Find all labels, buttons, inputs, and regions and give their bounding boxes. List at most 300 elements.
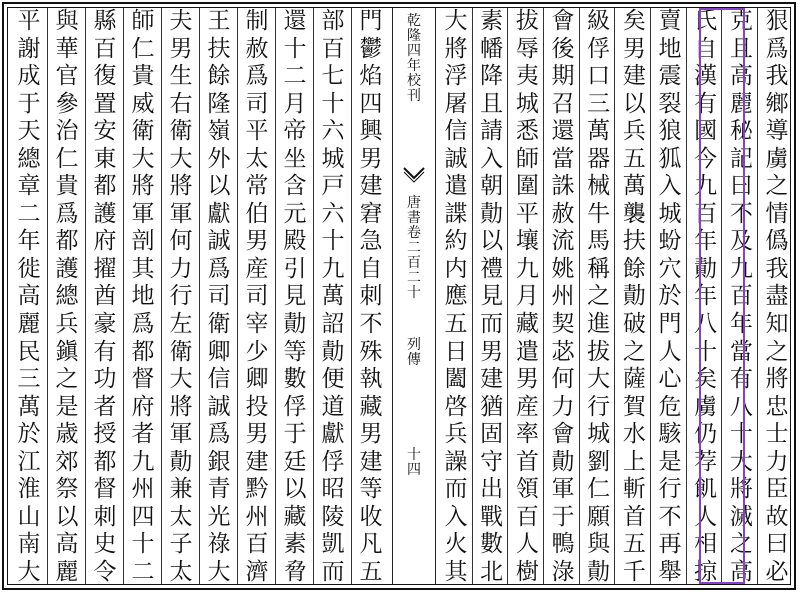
glyph: 軍 <box>169 200 193 227</box>
glyph: 總 <box>17 145 41 172</box>
glyph: 當 <box>551 145 575 172</box>
glyph: 今 <box>694 145 718 172</box>
glyph: 者 <box>131 421 155 448</box>
glyph: 治 <box>55 118 79 145</box>
glyph: 闔 <box>444 366 468 393</box>
glyph: 十 <box>321 228 345 255</box>
glyph: 九 <box>729 255 753 282</box>
glyph: 信 <box>444 118 468 145</box>
glyph: 軍 <box>169 421 193 448</box>
glyph: 辱 <box>515 35 539 62</box>
glyph: 自 <box>359 255 383 282</box>
center-glyph: 十 <box>407 447 421 463</box>
glyph: 月 <box>283 90 307 117</box>
glyph: 上 <box>622 448 646 475</box>
glyph: 廷 <box>283 448 307 475</box>
glyph: 其 <box>444 558 468 585</box>
glyph: 守 <box>480 448 504 475</box>
glyph: 府 <box>93 228 117 255</box>
glyph: 之 <box>729 531 753 558</box>
glyph: 勣 <box>480 200 504 227</box>
glyph: 而 <box>444 476 468 503</box>
glyph: 知 <box>765 311 789 338</box>
glyph: 師 <box>515 145 539 172</box>
center-glyph: 傳 <box>407 352 421 368</box>
glyph: 興 <box>359 118 383 145</box>
glyph: 陵 <box>321 503 345 530</box>
edition-label <box>393 14 435 104</box>
center-glyph: 唐 <box>407 195 421 211</box>
glyph: 南 <box>17 531 41 558</box>
glyph: 脅 <box>283 558 307 585</box>
glyph: 勣 <box>622 283 646 310</box>
glyph: 有 <box>93 338 117 365</box>
glyph: 進 <box>587 311 611 338</box>
glyph: 十 <box>694 338 718 365</box>
glyph: 華 <box>55 35 79 62</box>
glyph: 大 <box>17 558 41 585</box>
glyph: 高 <box>729 63 753 90</box>
glyph: 爲 <box>245 63 269 90</box>
glyph: 九 <box>694 173 718 200</box>
glyph: 行 <box>169 283 193 310</box>
center-glyph: 四 <box>407 462 421 478</box>
glyph: 江 <box>17 448 41 475</box>
glyph: 約 <box>444 228 468 255</box>
glyph: 必 <box>765 558 789 585</box>
glyph: 人 <box>658 338 682 365</box>
text-column <box>200 10 238 584</box>
glyph: 謝 <box>17 35 41 62</box>
text-column <box>124 10 162 584</box>
glyph: 年 <box>729 311 753 338</box>
glyph: 高 <box>17 283 41 310</box>
glyph: 青 <box>207 476 231 503</box>
glyph: 首 <box>515 448 539 475</box>
glyph: 素 <box>480 8 504 34</box>
glyph: 等 <box>283 338 307 365</box>
glyph: 藏 <box>283 503 307 530</box>
glyph: 建 <box>245 448 269 475</box>
text-column <box>651 10 689 584</box>
glyph: 舉 <box>658 558 682 585</box>
glyph: 我 <box>765 255 789 282</box>
glyph: 衛 <box>207 311 231 338</box>
glyph: 平 <box>245 118 269 145</box>
glyph: 械 <box>587 173 611 200</box>
glyph: 軍 <box>131 200 155 227</box>
glyph: 伯 <box>245 200 269 227</box>
glyph: 城 <box>587 421 611 448</box>
center-glyph: 四 <box>407 43 421 59</box>
glyph: 人 <box>694 503 718 530</box>
glyph: 徙 <box>17 255 41 282</box>
glyph: 威 <box>131 90 155 117</box>
glyph: 我 <box>765 63 789 90</box>
glyph: 以 <box>207 173 231 200</box>
glyph: 臣 <box>765 476 789 503</box>
text-column <box>508 10 546 584</box>
center-glyph: 二 <box>407 240 421 256</box>
glyph: 其 <box>131 255 155 282</box>
glyph: 司 <box>245 283 269 310</box>
glyph: 窘 <box>359 200 383 227</box>
glyph: 勣 <box>169 448 193 475</box>
glyph: 百 <box>515 503 539 530</box>
glyph: 牛 <box>587 200 611 227</box>
glyph: 秘 <box>729 118 753 145</box>
glyph: 期 <box>551 63 575 90</box>
glyph: 狼 <box>658 118 682 145</box>
glyph: 男 <box>245 228 269 255</box>
glyph: 將 <box>131 173 155 200</box>
glyph: 月 <box>515 283 539 310</box>
glyph: 王 <box>207 8 231 34</box>
glyph: 萬 <box>587 118 611 145</box>
glyph: 部 <box>321 8 345 34</box>
glyph: 仁 <box>587 476 611 503</box>
glyph: 年 <box>694 283 718 310</box>
glyph: 見 <box>283 283 307 310</box>
glyph: 授 <box>93 421 117 448</box>
glyph: 兵 <box>622 118 646 145</box>
glyph: 仁 <box>131 35 155 62</box>
glyph: 遣 <box>515 338 539 365</box>
glyph: 滅 <box>729 503 753 530</box>
text-column <box>580 10 618 584</box>
glyph: 獻 <box>321 421 345 448</box>
glyph: 遣 <box>444 173 468 200</box>
glyph: 萬 <box>321 283 345 310</box>
glyph: 黔 <box>245 476 269 503</box>
text-column <box>352 10 390 584</box>
glyph: 穴 <box>658 255 682 282</box>
glyph: 會 <box>551 421 575 448</box>
glyph: 矣 <box>694 366 718 393</box>
glyph: 督 <box>93 476 117 503</box>
glyph: 鴨 <box>551 531 575 558</box>
glyph: 九 <box>321 255 345 282</box>
glyph: 之 <box>622 338 646 365</box>
glyph: 之 <box>765 173 789 200</box>
glyph: 少 <box>245 338 269 365</box>
glyph: 流 <box>551 228 575 255</box>
glyph: 將 <box>444 35 468 62</box>
glyph: 門 <box>658 311 682 338</box>
glyph: 城 <box>515 90 539 117</box>
glyph: 行 <box>587 393 611 420</box>
glyph: 之 <box>587 283 611 310</box>
glyph: 高 <box>729 558 753 585</box>
glyph: 僞 <box>765 228 789 255</box>
glyph: 且 <box>480 90 504 117</box>
glyph: 高 <box>55 531 79 558</box>
text-column <box>238 10 276 584</box>
glyph: 護 <box>55 255 79 282</box>
glyph: 狠 <box>765 8 789 34</box>
glyph: 嶺 <box>207 118 231 145</box>
glyph: 十 <box>321 90 345 117</box>
glyph: 七 <box>321 63 345 90</box>
glyph: 行 <box>658 476 682 503</box>
glyph: 男 <box>359 145 383 172</box>
glyph: 官 <box>55 63 79 90</box>
glyph: 大 <box>207 558 231 585</box>
glyph: 年 <box>694 228 718 255</box>
center-glyph: 刊 <box>407 88 421 104</box>
fish-tail-mark-icon <box>402 166 426 190</box>
glyph: 力 <box>169 255 193 282</box>
glyph: 銀 <box>207 448 231 475</box>
glyph: 勣 <box>283 311 307 338</box>
text-column <box>314 10 352 584</box>
glyph: 斬 <box>622 476 646 503</box>
glyph: 衛 <box>169 118 193 145</box>
glyph: 蚡 <box>658 228 682 255</box>
glyph: 虜 <box>694 393 718 420</box>
glyph: 凡 <box>359 531 383 558</box>
glyph: 國 <box>694 118 718 145</box>
glyph: 稱 <box>587 255 611 282</box>
glyph: 力 <box>551 393 575 420</box>
glyph: 朝 <box>480 173 504 200</box>
glyph: 勣 <box>694 255 718 282</box>
glyph: 圍 <box>515 173 539 200</box>
glyph: 浮 <box>444 63 468 90</box>
glyph: 入 <box>444 503 468 530</box>
glyph: 兵 <box>55 311 79 338</box>
glyph: 令 <box>93 558 117 585</box>
glyph: 狐 <box>658 145 682 172</box>
glyph: 男 <box>622 35 646 62</box>
glyph: 隆 <box>207 90 231 117</box>
glyph: 六 <box>321 200 345 227</box>
glyph: 忠 <box>765 393 789 420</box>
glyph: 成 <box>17 63 41 90</box>
glyph: 復 <box>93 63 117 90</box>
glyph: 三 <box>17 366 41 393</box>
glyph: 破 <box>622 311 646 338</box>
glyph: 請 <box>480 118 504 145</box>
text-column <box>276 10 314 584</box>
glyph: 急 <box>359 228 383 255</box>
glyph: 導 <box>765 118 789 145</box>
glyph: 千 <box>622 558 646 585</box>
glyph: 投 <box>245 393 269 420</box>
glyph: 建 <box>480 366 504 393</box>
glyph: 不 <box>658 503 682 530</box>
glyph: 淥 <box>551 558 575 585</box>
glyph: 三 <box>587 90 611 117</box>
glyph: 大 <box>729 448 753 475</box>
glyph: 卿 <box>245 366 269 393</box>
glyph: 章 <box>17 173 41 200</box>
glyph: 二 <box>283 63 307 90</box>
glyph: 帝 <box>283 118 307 145</box>
glyph: 夫 <box>169 8 193 34</box>
glyph: 將 <box>729 476 753 503</box>
glyph: 爲 <box>765 35 789 62</box>
glyph: 道 <box>321 393 345 420</box>
glyph: 城 <box>658 200 682 227</box>
glyph: 州 <box>551 283 575 310</box>
glyph: 率 <box>515 421 539 448</box>
glyph: 功 <box>93 366 117 393</box>
center-glyph: 隆 <box>407 28 421 44</box>
glyph: 危 <box>658 393 682 420</box>
glyph: 州 <box>131 476 155 503</box>
glyph: 自 <box>694 35 718 62</box>
text-column <box>162 10 200 584</box>
glyph: 城 <box>321 145 345 172</box>
glyph: 數 <box>283 366 307 393</box>
glyph: 産 <box>515 393 539 420</box>
glyph: 者 <box>93 393 117 420</box>
glyph: 天 <box>17 118 41 145</box>
glyph: 夷 <box>515 63 539 90</box>
glyph: 於 <box>17 421 41 448</box>
glyph: 願 <box>587 503 611 530</box>
glyph: 宰 <box>245 311 269 338</box>
glyph: 百 <box>93 35 117 62</box>
glyph: 裂 <box>658 90 682 117</box>
glyph: 執 <box>359 366 383 393</box>
glyph: 六 <box>321 118 345 145</box>
glyph: 仁 <box>55 145 79 172</box>
glyph: 左 <box>169 311 193 338</box>
glyph: 是 <box>658 448 682 475</box>
glyph: 産 <box>245 255 269 282</box>
glyph: 司 <box>207 283 231 310</box>
glyph: 北 <box>480 558 504 585</box>
glyph: 爲 <box>207 255 231 282</box>
glyph: 十 <box>729 421 753 448</box>
glyph: 降 <box>480 63 504 90</box>
glyph: 壤 <box>515 228 539 255</box>
center-glyph: 二 <box>407 270 421 286</box>
glyph: 心 <box>658 366 682 393</box>
glyph: 苾 <box>551 338 575 365</box>
glyph: 殊 <box>359 338 383 365</box>
center-glyph: 年 <box>407 58 421 74</box>
glyph: 會 <box>551 8 575 34</box>
glyph: 啓 <box>444 393 468 420</box>
glyph: 督 <box>131 366 155 393</box>
glyph: 貴 <box>131 63 155 90</box>
glyph: 便 <box>321 366 345 393</box>
glyph: 勣 <box>551 448 575 475</box>
glyph: 拔 <box>515 8 539 34</box>
glyph: 都 <box>55 228 79 255</box>
glyph: 建 <box>622 63 646 90</box>
glyph: 鎭 <box>55 338 79 365</box>
highlight-box <box>699 8 745 584</box>
glyph: 門 <box>359 8 383 34</box>
glyph: 見 <box>480 283 504 310</box>
glyph: 有 <box>694 90 718 117</box>
glyph: 餘 <box>207 63 231 90</box>
glyph: 譟 <box>444 448 468 475</box>
glyph: 仍 <box>694 421 718 448</box>
glyph: 于 <box>551 503 575 530</box>
glyph: 記 <box>729 145 753 172</box>
glyph: 還 <box>551 118 575 145</box>
glyph: 萬 <box>622 173 646 200</box>
glyph: 九 <box>515 255 539 282</box>
glyph: 平 <box>17 8 41 34</box>
glyph: 還 <box>283 8 307 34</box>
glyph: 建 <box>359 173 383 200</box>
glyph: 曰 <box>729 173 753 200</box>
glyph: 大 <box>169 366 193 393</box>
glyph: 生 <box>169 63 193 90</box>
glyph: 歳 <box>55 421 79 448</box>
glyph: 爲 <box>207 421 231 448</box>
glyph: 與 <box>587 531 611 558</box>
glyph: 郊 <box>55 448 79 475</box>
glyph: 後 <box>551 35 575 62</box>
glyph: 平 <box>515 200 539 227</box>
glyph: 士 <box>765 421 789 448</box>
glyph: 契 <box>551 311 575 338</box>
glyph: 二 <box>17 200 41 227</box>
glyph: 男 <box>515 366 539 393</box>
glyph: 將 <box>169 173 193 200</box>
text-column <box>10 10 48 584</box>
glyph: 府 <box>131 393 155 420</box>
glyph: 固 <box>480 421 504 448</box>
glyph: 禮 <box>480 255 504 282</box>
glyph: 衛 <box>131 118 155 145</box>
glyph: 酋 <box>93 283 117 310</box>
glyph: 戰 <box>480 503 504 530</box>
glyph: 外 <box>207 145 231 172</box>
glyph: 水 <box>622 421 646 448</box>
glyph: 信 <box>207 366 231 393</box>
glyph: 級 <box>587 8 611 34</box>
text-column <box>473 10 511 584</box>
glyph: 右 <box>169 90 193 117</box>
glyph: 男 <box>169 35 193 62</box>
glyph: 卿 <box>207 338 231 365</box>
glyph: 爲 <box>55 200 79 227</box>
glyph: 日 <box>444 338 468 365</box>
glyph: 東 <box>93 145 117 172</box>
glyph: 麗 <box>55 558 79 585</box>
glyph: 薩 <box>622 366 646 393</box>
glyph: 人 <box>515 531 539 558</box>
glyph: 俘 <box>587 35 611 62</box>
glyph: 昭 <box>321 476 345 503</box>
glyph: 濟 <box>245 558 269 585</box>
glyph: 力 <box>765 448 789 475</box>
glyph: 太 <box>169 558 193 585</box>
glyph: 克 <box>729 8 753 34</box>
glyph: 都 <box>131 338 155 365</box>
glyph: 史 <box>93 531 117 558</box>
glyph: 獻 <box>207 200 231 227</box>
glyph: 司 <box>245 90 269 117</box>
glyph: 五 <box>622 145 646 172</box>
glyph: 與 <box>55 8 79 34</box>
glyph: 鬱 <box>359 35 383 62</box>
glyph: 勣 <box>321 338 345 365</box>
glyph: 八 <box>729 393 753 420</box>
glyph: 俘 <box>321 448 345 475</box>
glyph: 五 <box>444 311 468 338</box>
glyph: 百 <box>694 200 718 227</box>
glyph: 掠 <box>694 558 718 585</box>
